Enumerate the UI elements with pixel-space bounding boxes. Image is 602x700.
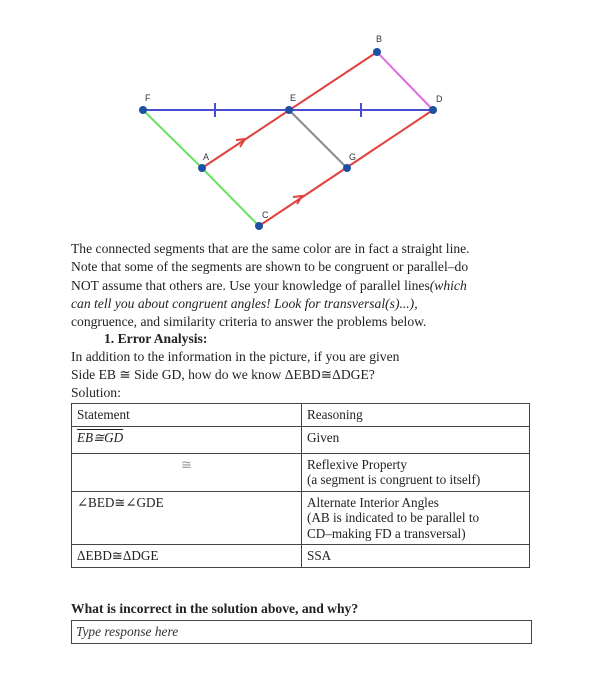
question-line: Side EB ≅ Side GD, how do we know ΔEBD≅ΔDGE?	[71, 367, 375, 382]
statement-cell: ΔEBD≅ΔDGE	[72, 545, 302, 568]
segment-eg-gray	[289, 110, 347, 168]
response-input[interactable]: Type response here	[71, 620, 532, 644]
intro-line: Note that some of the segments are shown to be congruent or parallel–do	[71, 259, 469, 275]
statement-text: EB≅GD	[77, 429, 124, 445]
reason-detail: (a segment is congruent to itself)	[307, 472, 481, 487]
reason-text: Reflexive Property	[307, 456, 407, 472]
reason-cell	[302, 491, 530, 545]
label-f: F	[145, 93, 151, 103]
geometry-figure	[0, 0, 602, 235]
intro-paragraph	[71, 240, 541, 331]
intro-line	[71, 277, 541, 295]
label-a: A	[203, 152, 210, 162]
point-d	[429, 106, 437, 114]
reason-cell: SSA	[302, 545, 530, 568]
statement-cell: ∠BED≅∠GDE	[72, 491, 302, 545]
point-g	[343, 164, 351, 172]
segment-ac-green	[202, 168, 259, 226]
question-number: 1.	[104, 331, 115, 346]
response-prompt: What is incorrect in the solution above, and why?	[71, 601, 359, 616]
question-title: Error Analysis:	[117, 331, 208, 346]
intro-line: The connected segments that are the same color are in fact a straight line.	[71, 241, 470, 256]
table-row	[72, 426, 530, 453]
label-g: G	[349, 152, 357, 162]
question-line: In addition to the information in the picture, if you are given	[71, 349, 400, 364]
intro-line: congruence, and similarity criteria to answer the problems below.	[71, 314, 427, 330]
point-a	[198, 164, 206, 172]
question-block	[71, 330, 541, 402]
table-row	[72, 453, 530, 491]
segment-bd-magenta	[377, 52, 433, 110]
label-d: D	[436, 94, 443, 104]
solution-label: Solution:	[71, 385, 121, 400]
label-b: B	[376, 34, 383, 44]
table-row	[72, 545, 530, 568]
statement-cell	[72, 426, 302, 453]
point-e	[285, 106, 293, 114]
intro-text: NOT assume that others are. Use your knowledge of parallel lines	[71, 277, 430, 293]
table-row	[72, 491, 530, 545]
intro-line: can tell you about congruent angles! Look for transversal(s)...),	[71, 295, 418, 311]
proof-table	[71, 403, 530, 568]
statement-cell: ≅	[72, 453, 302, 491]
point-b	[373, 48, 381, 56]
reason-text: Alternate Interior Angles	[307, 494, 439, 510]
header-reasoning: Reasoning	[302, 404, 530, 427]
intro-emphasis: (which	[429, 277, 467, 293]
reason-cell	[302, 453, 530, 491]
table-header-row	[72, 404, 530, 427]
header-statement: Statement	[72, 404, 302, 427]
label-c: C	[262, 210, 269, 220]
question-heading	[71, 330, 541, 348]
reason-text: Given	[307, 429, 340, 445]
point-c	[255, 222, 263, 230]
label-e: E	[290, 93, 297, 103]
reason-detail: CD–making FD a transversal)	[307, 525, 466, 541]
segment-fa-green	[143, 110, 202, 168]
point-f	[139, 106, 147, 114]
reason-cell	[302, 426, 530, 453]
reason-detail: (AB is indicated to be parallel to	[307, 510, 480, 525]
